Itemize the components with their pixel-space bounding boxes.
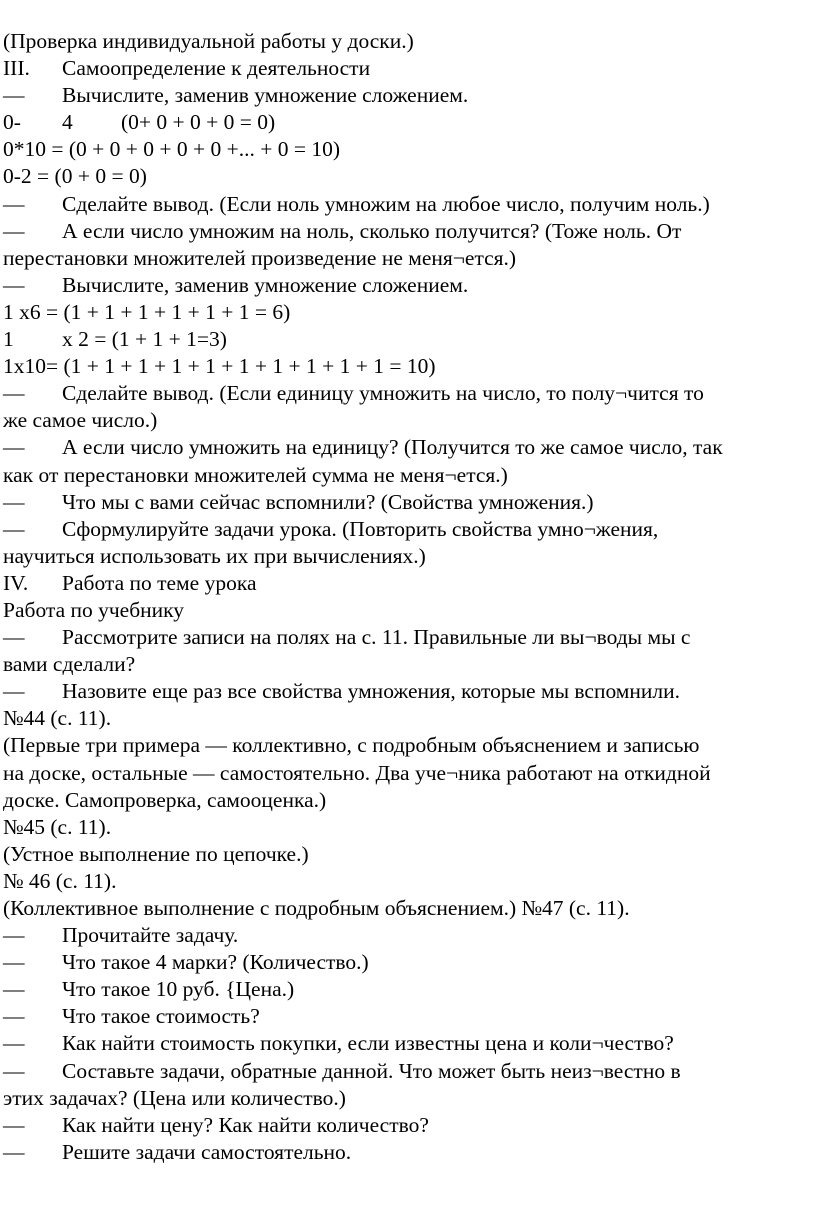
text-line: [3, 191, 804, 218]
line-text: Как найти цену? Как найти количество?: [62, 1112, 429, 1137]
line-marker: IV.: [3, 570, 29, 595]
line-text: Сделайте вывод. (Если единицу умножить на число, то полу¬чится то: [62, 381, 704, 406]
text-line: [3, 732, 804, 759]
text-line: [3, 1058, 804, 1085]
text-line: [3, 462, 804, 489]
text-line: [3, 1030, 804, 1057]
line-text: (Первые три примера — коллективно, с подробным объяснением и записью: [3, 733, 700, 758]
line-text: Что такое стоимость?: [62, 1004, 260, 1029]
text-line: [3, 651, 804, 678]
text-line: [3, 272, 804, 299]
line-text: Вычислите, заменив умножение сложением.: [62, 272, 469, 297]
line-col-3: (0+ 0 + 0 + 0 = 0): [121, 110, 276, 135]
line-text: вами сделали?: [3, 652, 136, 677]
line-text: (Коллективное выполнение с подробным объяснением.) №47 (с. 11).: [3, 896, 630, 920]
line-text: Решите задачи самостоятельно.: [62, 1139, 352, 1164]
line-text: (Устное выполнение по цепочке.): [3, 841, 309, 866]
text-line: [3, 353, 804, 380]
line-text: А если число умножить на единицу? (Получится то же самое число, так: [62, 435, 723, 460]
line-text: перестановки множителей произведение не меня¬ется.): [3, 245, 517, 270]
line-marker: —: [3, 516, 25, 541]
text-line: [3, 624, 804, 651]
line-col-1: 0-: [3, 110, 21, 135]
line-marker: —: [3, 435, 25, 460]
line-marker: —: [3, 1058, 25, 1083]
line-text: этих задачах? (Цена или количество.): [3, 1085, 346, 1110]
line-col-2: х 2 = (1 + 1 + 1=3): [62, 327, 227, 352]
line-text: Сформулируйте задачи урока. (Повторить свойства умно¬жения,: [62, 516, 659, 541]
line-text: на доске, остальные — самостоятельно. Два уче¬ника работают на откидной: [3, 760, 711, 785]
text-line: [3, 489, 804, 516]
line-text: Вычислите, заменив умножение сложением.: [62, 83, 469, 108]
text-line: [3, 1112, 804, 1139]
text-line: [3, 28, 804, 55]
line-marker: —: [3, 679, 25, 704]
text-line: [3, 787, 804, 814]
text-line: [3, 380, 804, 407]
text-line: [3, 868, 804, 895]
text-line: [3, 814, 804, 841]
line-text: (Проверка индивидуальной работы у доски.): [3, 29, 414, 53]
line-marker: —: [3, 923, 25, 948]
line-text: Что такое 4 марки? (Количество.): [62, 950, 369, 975]
text-line: [3, 516, 804, 543]
line-text: Работа по учебнику: [3, 597, 185, 622]
line-marker: III.: [3, 56, 30, 81]
line-marker: —: [3, 1139, 25, 1164]
line-text: Самоопределение к деятельности: [62, 56, 371, 81]
text-line: [3, 678, 804, 705]
line-text: доске. Самопроверка, самооценка.): [3, 787, 327, 812]
text-line: [3, 922, 804, 949]
text-line: [3, 570, 804, 597]
line-marker: —: [3, 489, 25, 514]
line-text: Составьте задачи, обратные данной. Что может быть неиз¬вестно в: [62, 1058, 681, 1083]
line-text: как от перестановки множителей сумма не меня¬ется.): [3, 462, 508, 487]
text-line: [3, 82, 804, 109]
line-marker: —: [3, 191, 25, 216]
text-line: [3, 218, 804, 245]
line-text: 1х10= (1 + 1 + 1 + 1 + 1 + 1 + 1 + 1 + 1 + 1 = 10): [3, 354, 436, 379]
line-text: Прочитайте задачу.: [62, 923, 239, 948]
line-text: № 46 (с. 11).: [3, 868, 117, 893]
text-line: [3, 760, 804, 787]
line-text: же самое число.): [3, 408, 158, 433]
line-marker: —: [3, 1004, 25, 1029]
text-line: [3, 543, 804, 570]
line-marker: —: [3, 218, 25, 243]
line-text: А если число умножим на ноль, сколько получится? (Тоже ноль. От: [62, 218, 682, 243]
line-text: Назовите еще раз все свойства умножения, которые мы вспомнили.: [62, 679, 681, 704]
line-text: 0*10 = (0 + 0 + 0 + 0 + 0 +... + 0 = 10): [3, 137, 341, 162]
text-line: [3, 299, 804, 326]
line-text: 0-2 = (0 + 0 = 0): [3, 164, 147, 189]
text-line: [3, 55, 804, 82]
text-line: [3, 1139, 804, 1166]
line-text: научиться использовать их при вычислениях.): [3, 543, 426, 568]
text-line: [3, 434, 804, 461]
line-marker: —: [3, 272, 25, 297]
text-line: [3, 895, 804, 922]
text-line: [3, 949, 804, 976]
text-line: [3, 163, 804, 190]
line-marker: —: [3, 950, 25, 975]
line-text: Что мы с вами сейчас вспомнили? (Свойства умножения.): [62, 489, 594, 514]
line-text: Как найти стоимость покупки, если известны цена и коли¬чество?: [62, 1031, 674, 1056]
line-text: 1 х6 = (1 + 1 + 1 + 1 + 1 + 1 = 6): [3, 299, 291, 324]
line-col-2: 4: [62, 110, 73, 135]
line-text: Рассмотрите записи на полях на с. 11. Правильные ли вы¬воды мы с: [62, 625, 691, 650]
text-line: [3, 136, 804, 163]
line-marker: —: [3, 977, 25, 1002]
line-text: №44 (с. 11).: [3, 706, 112, 731]
line-marker: —: [3, 625, 25, 650]
line-text: Сделайте вывод. (Если ноль умножим на любое число, получим ноль.): [62, 191, 710, 216]
text-line: [3, 407, 804, 434]
line-marker: —: [3, 1031, 25, 1056]
line-col-1: 1: [3, 327, 14, 352]
text-line: [3, 109, 804, 136]
line-marker: —: [3, 1112, 25, 1137]
text-line: [3, 841, 804, 868]
text-line: [3, 705, 804, 732]
line-text: Работа по теме урока: [62, 570, 257, 595]
line-marker: —: [3, 381, 25, 406]
text-line: [3, 976, 804, 1003]
text-line: [3, 1085, 804, 1112]
text-line: [3, 245, 804, 272]
text-line: [3, 597, 804, 624]
line-marker: —: [3, 83, 25, 108]
text-line: [3, 1003, 804, 1030]
line-text: Что такое 10 руб. {Цена.): [62, 977, 295, 1002]
line-text: №45 (с. 11).: [3, 814, 112, 839]
text-line: [3, 326, 804, 353]
